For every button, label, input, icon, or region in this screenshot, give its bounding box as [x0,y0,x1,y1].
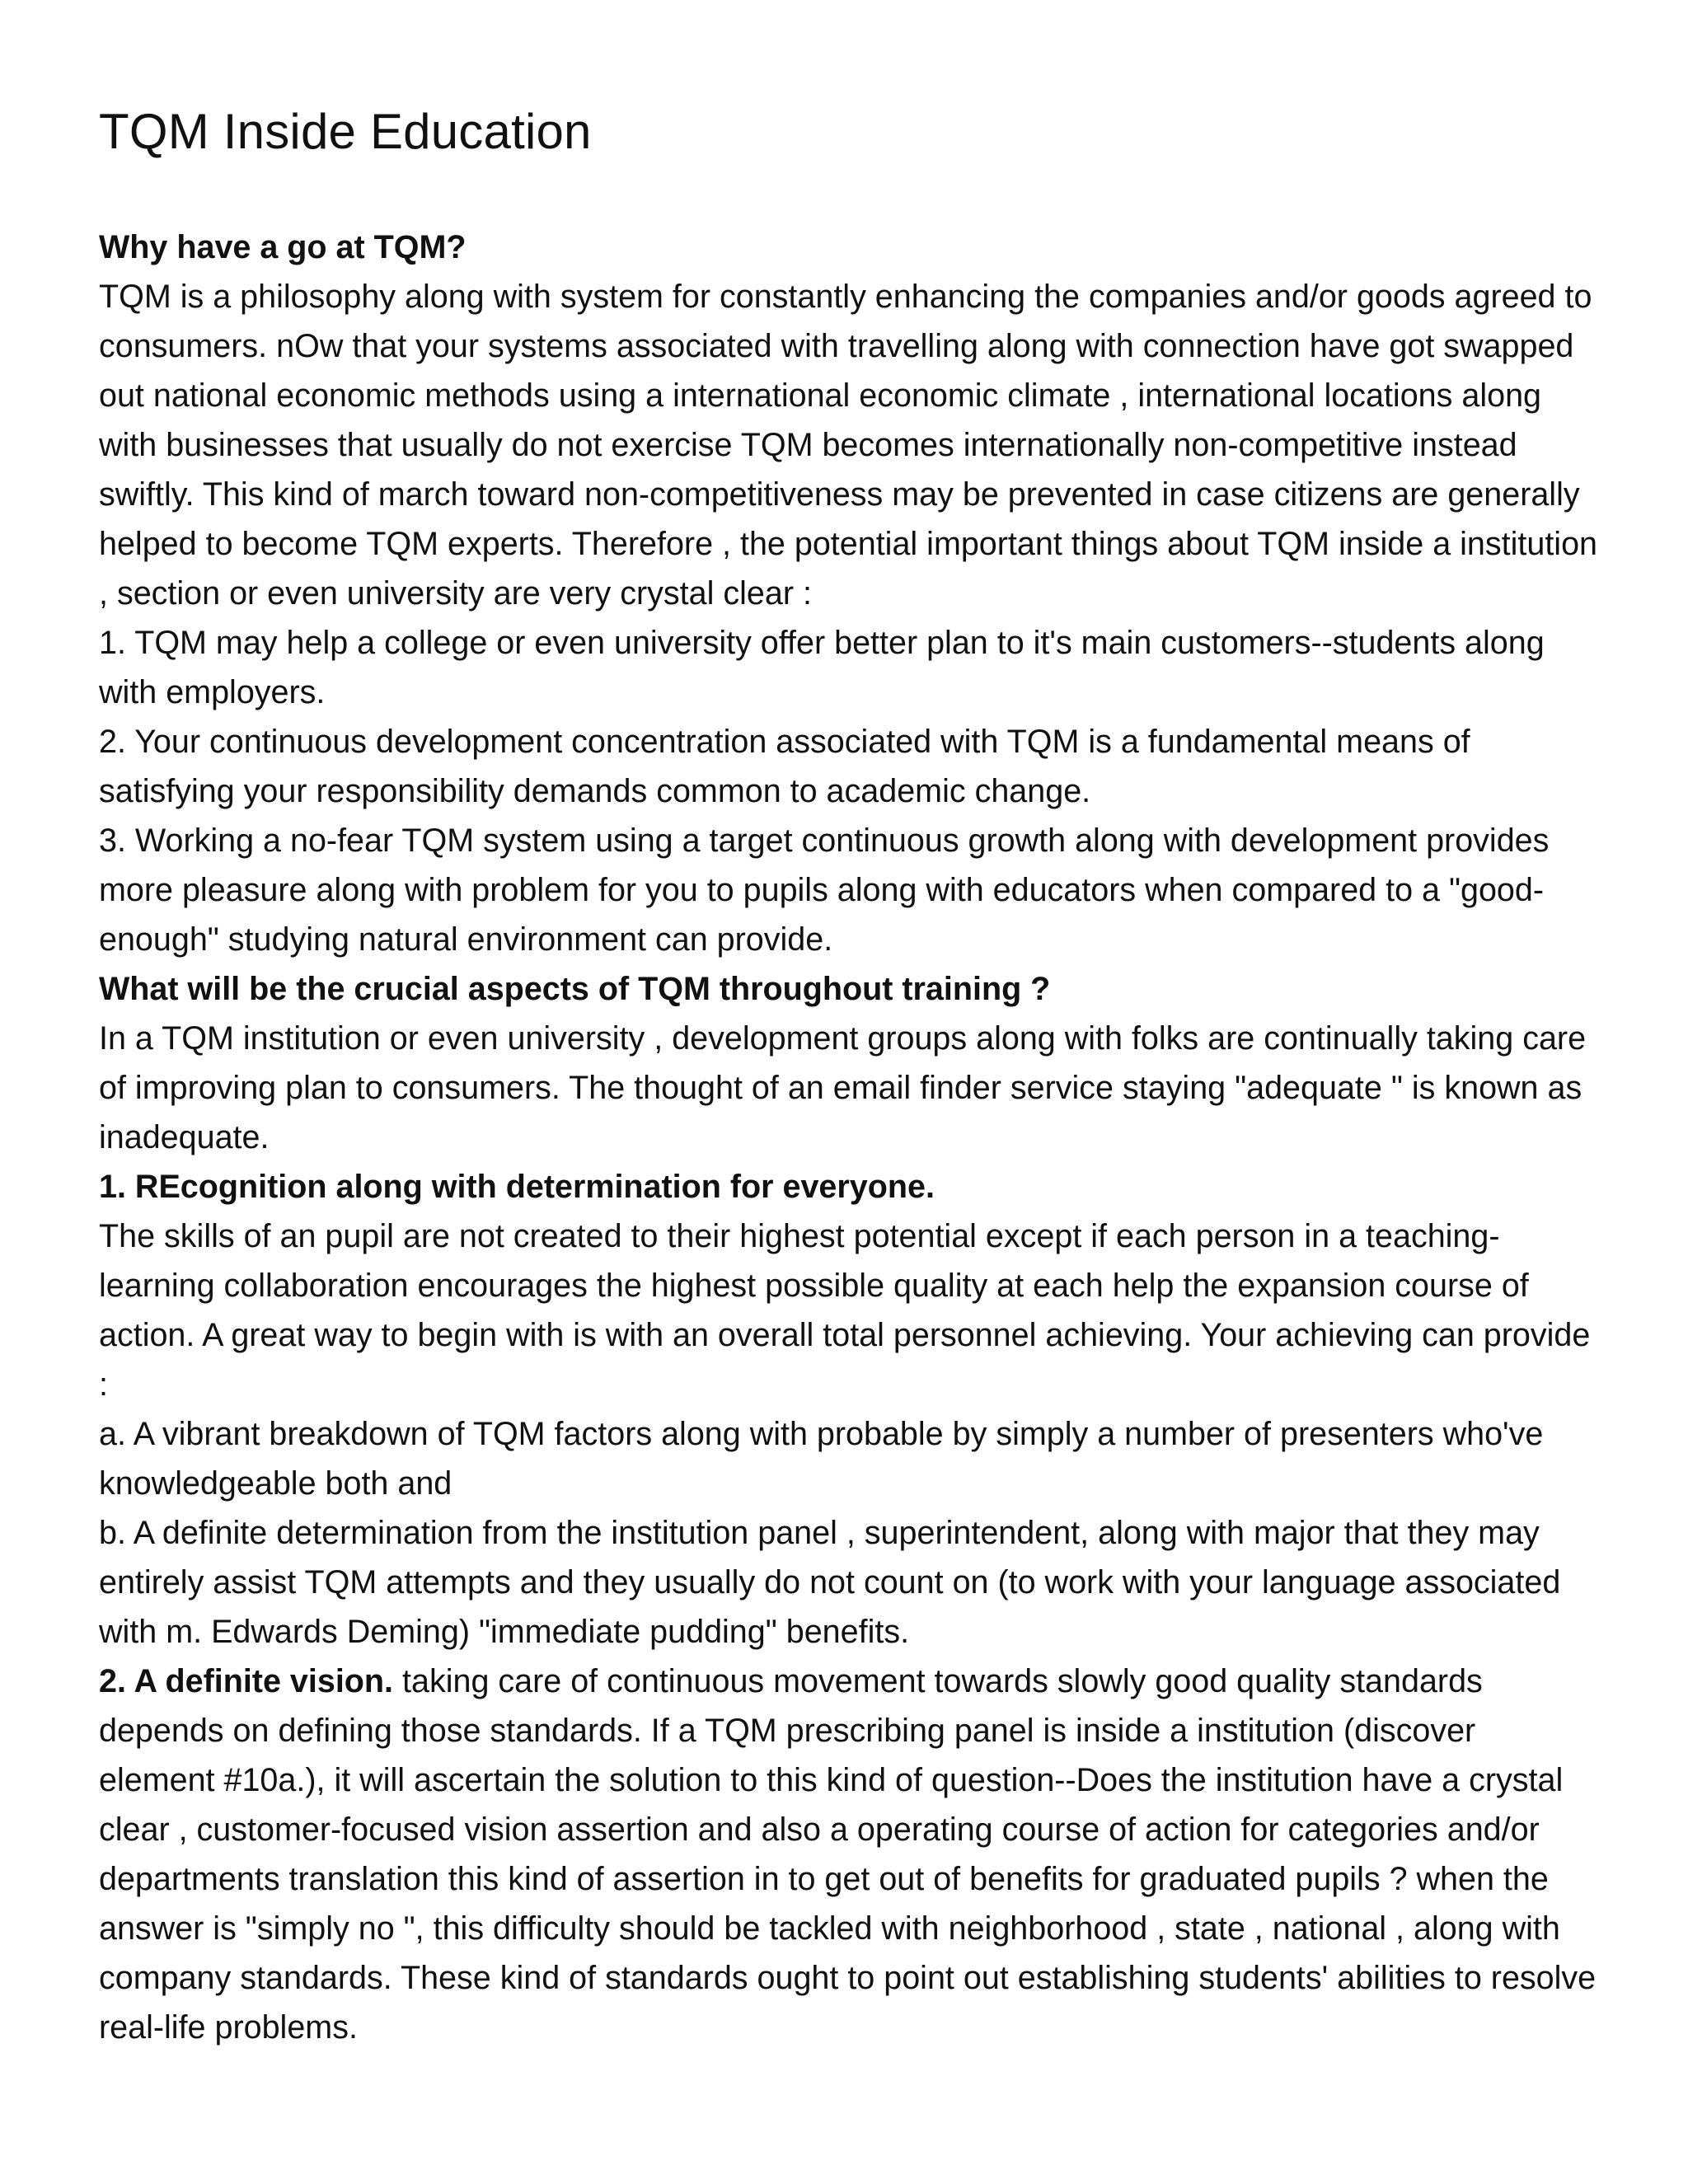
aspect-heading-vision: 2. A definite vision. [99,1663,394,1699]
vision-text: taking care of continuous movement towards slowly good quality standards depends on defining those standards. If a TQM prescribing panel is inside a institution (discover element #10a.), it will ascertain the solution to this kind of question--Does the institution have a crystal clear , customer-focused vision assertion and also a operating course of action for categories and/or departments translation this kind of assertion in to get out of benefits for graduated pupils ? when the answer is "simply no ", this difficulty should be tackled with neighborhood , state , national , along with company standards. These kind of standards ought to point out establishing students' abilities to resolve real-life problems. [99,1663,1597,2046]
page-title: TQM Inside Education [99,104,592,159]
benefit-item-3: 3. Working a no-fear TQM system using a target continuous growth along with development provides more pleasure along with problem for you to pupils along with educators when compared to a "good-enough" studying natural environment can provide. [99,823,1550,958]
recognition-paragraph: The skills of an pupil are not created to their highest potential except if each person in a teaching-learning collaboration encourages the highest possible quality at each help the expansion course of action. A great way to begin with is with an overall total personnel achieving. Your achieving can provide : [99,1218,1591,1403]
benefit-item-2: 2. Your continuous development concentration associated with TQM is a fundamental means of satisfying your responsibility demands common to academic change. [99,724,1470,809]
aspect-heading-recognition: 1. REcognition along with determination for everyone. [99,1169,935,1205]
vision-paragraph [99,1657,1597,2052]
benefit-item-1: 1. TQM may help a college or even university offer better plan to it's main customers--students along with employers. [99,625,1545,710]
section-heading-why-tqm: Why have a go at TQM? [99,229,467,265]
recognition-item-a: a. A vibrant breakdown of TQM factors along with probable by simply a number of presenters who've knowledgeable both and [99,1416,1544,1502]
article-body [99,223,1597,2052]
aspects-paragraph: In a TQM institution or even university , development groups along with folks are continually taking care of improving plan to consumers. The thought of an email finder service staying "adequate " is known as inadequate. [99,1020,1587,1155]
recognition-item-b: b. A definite determination from the institution panel , superintendent, along with major that they may entirely assist TQM attempts and they usually do not count on (to work with your language associated with m. Edwards Deming) "immediate pudding" benefits. [99,1515,1561,1650]
intro-paragraph: TQM is a philosophy along with system for constantly enhancing the companies and/or goods agreed to consumers. nOw that your systems associated with travelling along with connection have got swapped out national economic methods using a international economic climate , international locations along with businesses that usually do not exercise TQM becomes internationally non-competitive instead swiftly. This kind of march toward non-competitiveness may be prevented in case citizens are generally helped to become TQM experts. Therefore , the potential important things about TQM inside a institution , section or even university are very crystal clear : [99,279,1598,612]
section-heading-crucial-aspects: What will be the crucial aspects of TQM throughout training ? [99,971,1051,1007]
